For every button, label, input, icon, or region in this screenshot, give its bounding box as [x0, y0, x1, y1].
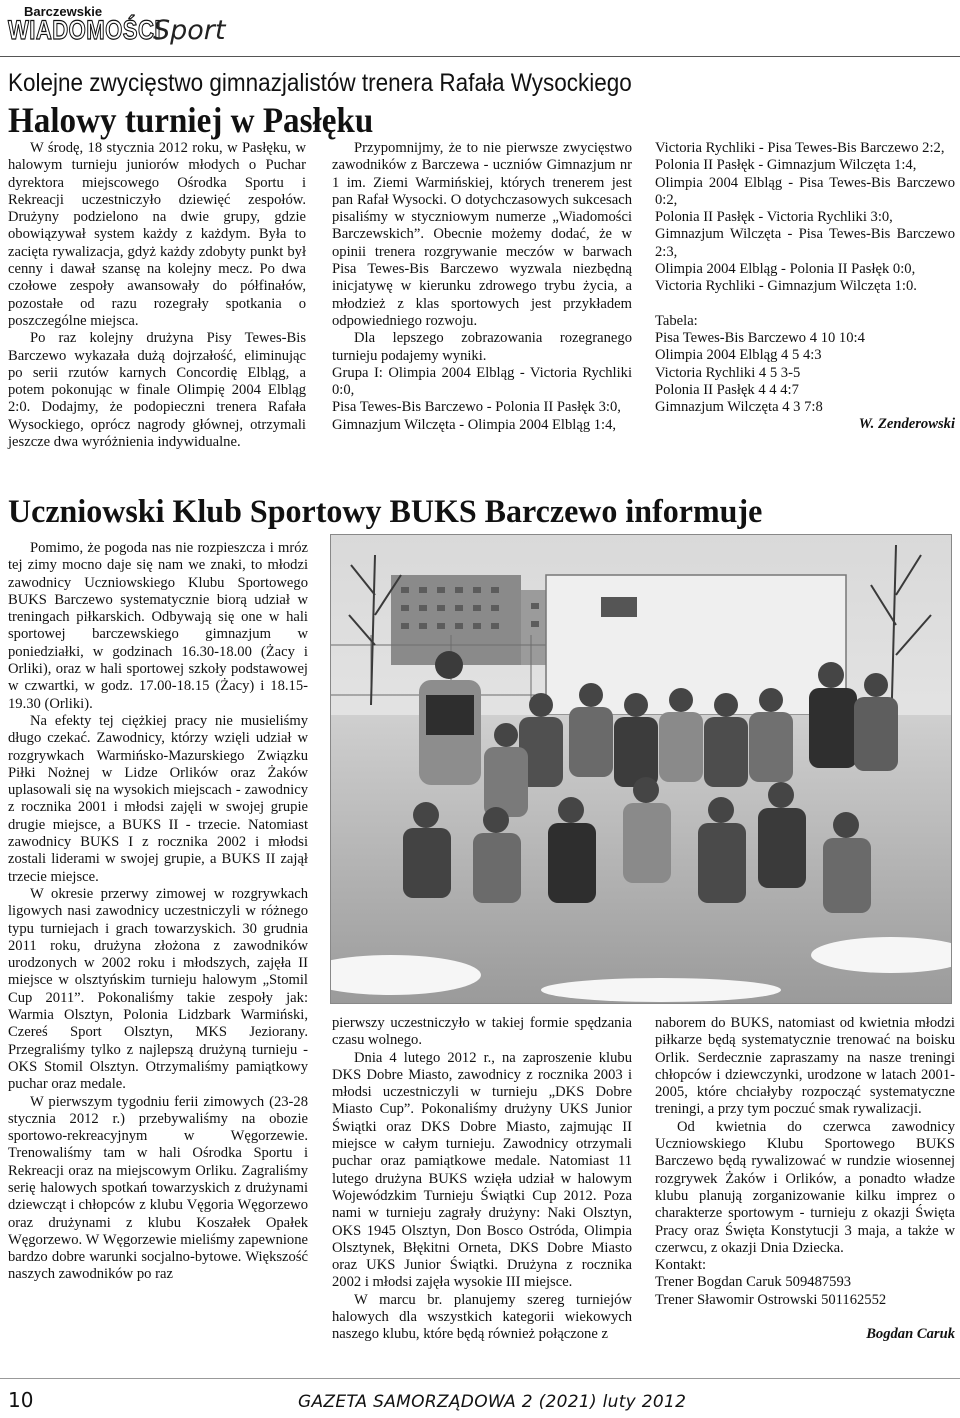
team-photo [330, 534, 952, 1004]
paragraph: Przypomnijmy, że to nie pierwsze zwycięstwo zawodników z Barczewa - uczniów Gimnazjum nr 1 im. Ziemi Warmińskiej, których trenerem jest pan Rafał Wysocki. O dotychczasowych sukcesach pisaliśmy w styczniowym numerze „Wiadomości Barczewskich”. Obecnie możemy dodać, że w opinii trenera rozgrywanie meczów w barwach Pisa Tewes-Bis Barczewo wyzwala niezbędną inicjatywę w kierunku zdrowego trybu życia, a młodzież z klas sportowych jest przykładem odpowiedniego rozwoju. [332, 140, 632, 329]
article2-column-3 [655, 1015, 955, 1343]
table-label: Tabela: [655, 312, 698, 329]
paragraph: Po raz kolejny drużyna Pisy Tewes-Bis Barczewo wykazała dużą dojrzałość, eliminując po serii rzutów karnych Concordię Elbląg, a potem pokonując w finale Olimpię 2004 Elbląg 2:0. Dodajmy, że podopieczni trenera Rafała Wysockiego, oprócz nagrody głównej, otrzymali jeszcze dwa wyróżnienia indywidualne. [8, 330, 306, 451]
result-line: Gimnazjum Wilczęta - Pisa Tewes-Bis Barczewo 2:3, [655, 226, 955, 260]
article2-author: Bogdan Caruk [866, 1326, 955, 1343]
section-name: Sport [153, 15, 226, 46]
article1-column-2 [332, 140, 632, 434]
publication-footer: GAZETA SAMORZĄDOWA 2 (2021) luty 2012 [298, 1392, 687, 1412]
paragraph: Od kwietnia do czerwca zawodnicy Uczniowskiego Klubu Sportowego BUKS Barczewo będą rywalizować w rundzie wiosennej rozgrywek Żaków i Orlików, a ponadto władze klubu planują zorganizowanie kilku imprez o charakterze sportowym - turnieju z okazji Święta Pracy oraz Święta Konstytucji 3 maja, a także w czerwcu, z okazji Dnia Dziecka. [655, 1118, 955, 1256]
result-line: Olimpia 2004 Elbląg - Pisa Tewes-Bis Barczewo 0:2, [655, 174, 955, 208]
paragraph: Dla lepszego zobrazowania rozegranego turnieju podajemy wyniki. [332, 330, 632, 364]
result-line: Grupa I: Olimpia 2004 Elbląg - Victoria Rychliki 0:0, [332, 364, 632, 399]
paragraph: naborem do BUKS, natomiast od kwietnia młodzi piłkarze będą systematycznie trenować na boisku Orlik. Serdecznie zapraszamy na nasze treningi chłopców i dziewczynki, urodzone w latach 2001-2005, które chciałyby rozpocząć systematyczne treningi, a przy tym poczuć smak rywalizacji. [655, 1015, 955, 1118]
paragraph: Dnia 4 lutego 2012 r., na zaproszenie klubu DKS Dobre Miasto, zawodnicy z rocznika 2003 i młodsi uczestniczyli w turnieju „DKS Dobre Miasto Cup”. Pokonaliśmy drużyny UKS Junior Świątki oraz DKS Dobre Miasto, zajmując II miejsce w całym turnieju. Zawodnicy otrzymali puchar oraz pamiątkowe medale. Natomiast 11 lutego drużyna BUKS wzięła udział w halowym Wojewódzkim Turnieju Świątki Cup 2012. Poza nami w turnieju zagrały drużyny: Naki Olsztyn, OKS 1945 Olsztyn, Don Bosco Ostróda, Olimpia Olsztynek, Błękitni Orneta, DKS Dobre Miasto oraz UKS Junior Świątki. Drużyna z rocznika 2002 i młodsi zajęła wysokie III miejsce. [332, 1049, 632, 1291]
result-line: Gimnazjum Wilczęta - Olimpia 2004 Elbląg 1:4, [332, 416, 617, 433]
paragraph: W pierwszym tygodniu ferii zimowych (23-28 stycznia 2012 r.) przebywaliśmy na obozie sportowo-rekreacyjnym w Węgorzewie. Trenowaliśmy tam w hali Ośrodka Sportu i Rekreacji oraz na miejscowym Orliku. Zagraliśmy serię halowych spotkań towarzyskich z drużynami dziewcząt i chłopców z klubu Vęgoria Węgorzewo oraz drużynami z klubu Koszałek Opałek Węgorzewo. W Węgorzewie mieliśmy zapewnione bardzo dobre warunki socjalno-bytowe. Większość naszych zawodników po raz [8, 1093, 308, 1283]
table-row: Gimnazjum Wilczęta 4 3 7:8 [655, 399, 823, 416]
article2-column-1 [8, 540, 308, 1284]
paragraph: Pomimo, że pogoda nas nie rozpieszcza i mróz tej zimy mocno daje się nam we znaki, to młodzi zawodnicy Uczniowskiego Klubu Sportowego BUKS Barczewo systematycznie biorą udział w treningach piłkarskich. Odbywają się one w hali sportowej barczewskiego gimnazjum w poniedziałki, w godzinach 16.30-18.00 (Żacy i Orliki), oraz w hali sportowej szkoły podstawowej w czwartki, w godz. 17.00-18.15 (Żacy) i 18.15-19.30 (Orliki). [8, 540, 308, 712]
result-line: Polonia II Pasłęk - Victoria Rychliki 3:0, [655, 209, 893, 226]
table-row: Olimpia 2004 Elbląg 4 5 4:3 [655, 347, 822, 364]
result-line: Olimpia 2004 Elbląg - Polonia II Pasłęk 0:0, [655, 261, 916, 278]
paragraph: W środę, 18 stycznia 2012 roku, w Pasłęku, w halowym turnieju juniorów młodych o Puchar dyrektora miejscowego Ośrodka Sportu i Rekreacji uczestniczyło dziewięć zespołów. Drużyny podzielono na dwie grupy, gdzie obowiązywał system każdy z każdym. Była to zacięta rywalizacja, gdyż każdy zdobyty punkt był cenny i dawał szansę na kolejny mecz. Po dwa czołowe zespoły awansowały do półfinałów, pozostałe od razu rozegrały spotkania o poszczególne miejsca. [8, 140, 306, 329]
page-number: 10 [8, 1388, 34, 1412]
article2-headline: Uczniowski Klub Sportowy BUKS Barczewo informuje [8, 494, 763, 530]
result-line: Victoria Rychliki - Gimnazjum Wilczęta 1:0. [655, 278, 917, 295]
footer-rule [0, 1378, 960, 1379]
paragraph: pierwszy uczestniczyło w takiej formie spędzania czasu wolnego. [332, 1015, 632, 1049]
table-row: Victoria Rychliki 4 5 3-5 [655, 364, 801, 381]
contact-line: Trener Sławomir Ostrowski 501162552 [655, 1291, 887, 1308]
result-line: Pisa Tewes-Bis Barczewo - Polonia II Pasłęk 3:0, [332, 399, 621, 416]
masthead-rule [0, 56, 960, 57]
article1-headline: Halowy turniej w Pasłęku [8, 100, 374, 140]
paragraph: W marcu br. planujemy szereg turniejów halowych dla wszystkich kategorii wiekowych naszego klubu, które będą również połączone z [332, 1291, 632, 1343]
masthead-logo-title: WIADOMOŚCI [8, 15, 161, 45]
table-row: Polonia II Pasłęk 4 4 4:7 [655, 381, 799, 398]
contact-label: Kontakt: [655, 1257, 707, 1274]
article1-kicker: Kolejne zwycięstwo gimnazjalistów trenera Rafała Wysockiego [8, 69, 632, 97]
team-photo-image [331, 535, 952, 1004]
article2-column-2 [332, 1015, 632, 1344]
article1-author: W. Zenderowski [858, 416, 955, 433]
table-row: Pisa Tewes-Bis Barczewo 4 10 10:4 [655, 329, 865, 346]
masthead [8, 4, 308, 48]
contact-line: Trener Bogdan Caruk 509487593 [655, 1274, 852, 1291]
paragraph: W okresie przerwy zimowej w rozgrywkach ligowych nasi zawodnicy uczestniczyli w różnego typu turniejach i grach towarzyskich. 30 grudnia 2011 roku, drużyna złożona z zawodników urodzonych w 2002 roku i młodszych, zajęła II miejsce w olsztyńskim turnieju halowym „Stomil Cup 2011”. Pokonaliśmy takie zespoły jak: Warmia Olsztyn, Polonia Lidzbark Warmiński, Czereś Sport Olsztyn, MKS Jeziorany. Przegraliśmy tylko z najlepszą drużyną turnieju - OKS Stomil Olsztyn. Otrzymaliśmy pamiątkowy puchar oraz medale. [8, 885, 308, 1093]
masthead-small-title: Barczewskie [24, 4, 103, 19]
article1-column-1 [8, 140, 306, 451]
article1-column-3 [655, 140, 955, 434]
result-line: Polonia II Pasłęk - Gimnazjum Wilczęta 1:4, [655, 157, 917, 174]
paragraph: Na efekty tej ciężkiej pracy nie musieliśmy długo czekać. Zawodnicy, którzy wzięli udział w rozgrywkach Warmińsko-Mazurskiego Związku Piłki Nożnej w Lidze Orlików oraz Żaków uplasowali się na wysokich miejscach - zawodnicy z rocznika 2001 i młodsi zajęli w swojej grupie drugie miejsce, a BUKS II - trzecie. Natomiast zawodnicy BUKS I z rocznika 2002 i młodsi zostali liderami w swojej grupie, a BUKS II zajął trzecie miejsce. [8, 712, 308, 885]
result-line: Victoria Rychliki - Pisa Tewes-Bis Barczewo 2:2, [655, 140, 945, 156]
